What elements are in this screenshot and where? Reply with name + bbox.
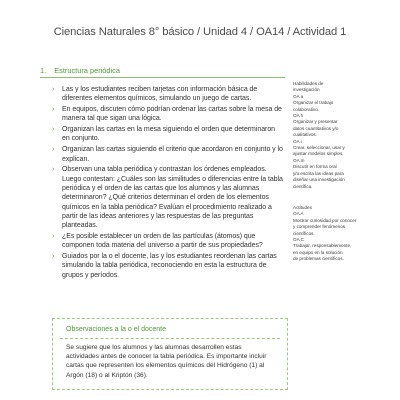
chevron-right-icon: ›: [52, 146, 55, 154]
list-item: › Organizan las cartas siguiendo el criterio que acordaron en conjunto y lo explican.: [52, 146, 283, 163]
sidebar-skills: [293, 81, 383, 263]
activity-list: [52, 85, 284, 281]
list-item: › En equipos, discuten cómo podrían ordenar las cartas sobre la mesa de manera tal que sigan una lógica.: [52, 106, 282, 123]
list-item: › ¿Es posible establecer un orden de las partículas (átomos) que componen toda materia del universo a partir de sus propiedades?: [52, 232, 263, 250]
list-item: › Observan una tabla periódica y contrastan los órdenes empleados. Luego contestan: ¿Cuáles son las similitudes o diferencias entre la tabla periódica y el orden de las cartas que los alumnos y las alumnas determinaron? ¿Qué criterios determinan el orden de los elementos químicos en la tabla periódica? Evalúan el procedimiento realizado a partir de las ideas anteriores y las respuestas de las preguntas planteadas.: [52, 166, 283, 230]
teacher-notes-box: [52, 318, 288, 390]
teacher-notes-text: Se sugiere que los alumnos y las alumnas desarrollen estas actividades antes de conocer la tabla periódica. Es importante incluir cartas que representen los elementos químicos del Hidrógeno (1) al Argón (18) o al Kriptón (36).: [66, 344, 267, 379]
chevron-right-icon: ›: [52, 232, 55, 240]
section-title: [40, 66, 120, 75]
chevron-right-icon: ›: [52, 86, 55, 93]
teacher-notes-divider: [60, 338, 280, 340]
section-number: 1.: [40, 66, 47, 75]
section-divider: [40, 77, 285, 78]
skills-block: Habilidades de investigación OA a Organizar el trabajo colaborativo. OA h Organizar y presentar datos cuantitativos y/o cualitativos. OA i Crear, seleccionar, usar y ajustar modelos simples. OA m Discutir en forma oral y/o escrita las ideas para diseñar una investigación científica.: [293, 81, 345, 189]
attitudes-block: Actitudes OA A Mostrar curiosidad por conocer y comprender fenómenos científicos. OA C Trabajar, responsablemente, en equipo en la solución de problemas científicos.: [293, 204, 357, 262]
chevron-right-icon: ›: [52, 126, 55, 134]
list-item: › Las y los estudiantes reciben tarjetas con información básica de diferentes elementos químicos, simulando un juego de cartas.: [52, 86, 258, 103]
chevron-right-icon: ›: [52, 106, 55, 114]
page-header: Ciencias Naturales 8° básico / Unidad 4 / OA14 / Actividad 1: [53, 26, 347, 38]
list-item: › Guiados por la o el docente, las y los estudiantes reordenan las cartas simulando la tabla periódica, reconociendo en esta la estructura de grupos y períodos.: [52, 253, 277, 279]
section-title-text: Estructura periódica: [54, 66, 120, 75]
list-item: › Organizan las cartas en la mesa siguiendo el orden que determinaron en conjunto.: [52, 126, 276, 143]
teacher-notes-title: Observaciones a la o el docente: [66, 326, 167, 333]
chevron-right-icon: ›: [52, 253, 55, 261]
chevron-right-icon: ›: [52, 166, 55, 174]
